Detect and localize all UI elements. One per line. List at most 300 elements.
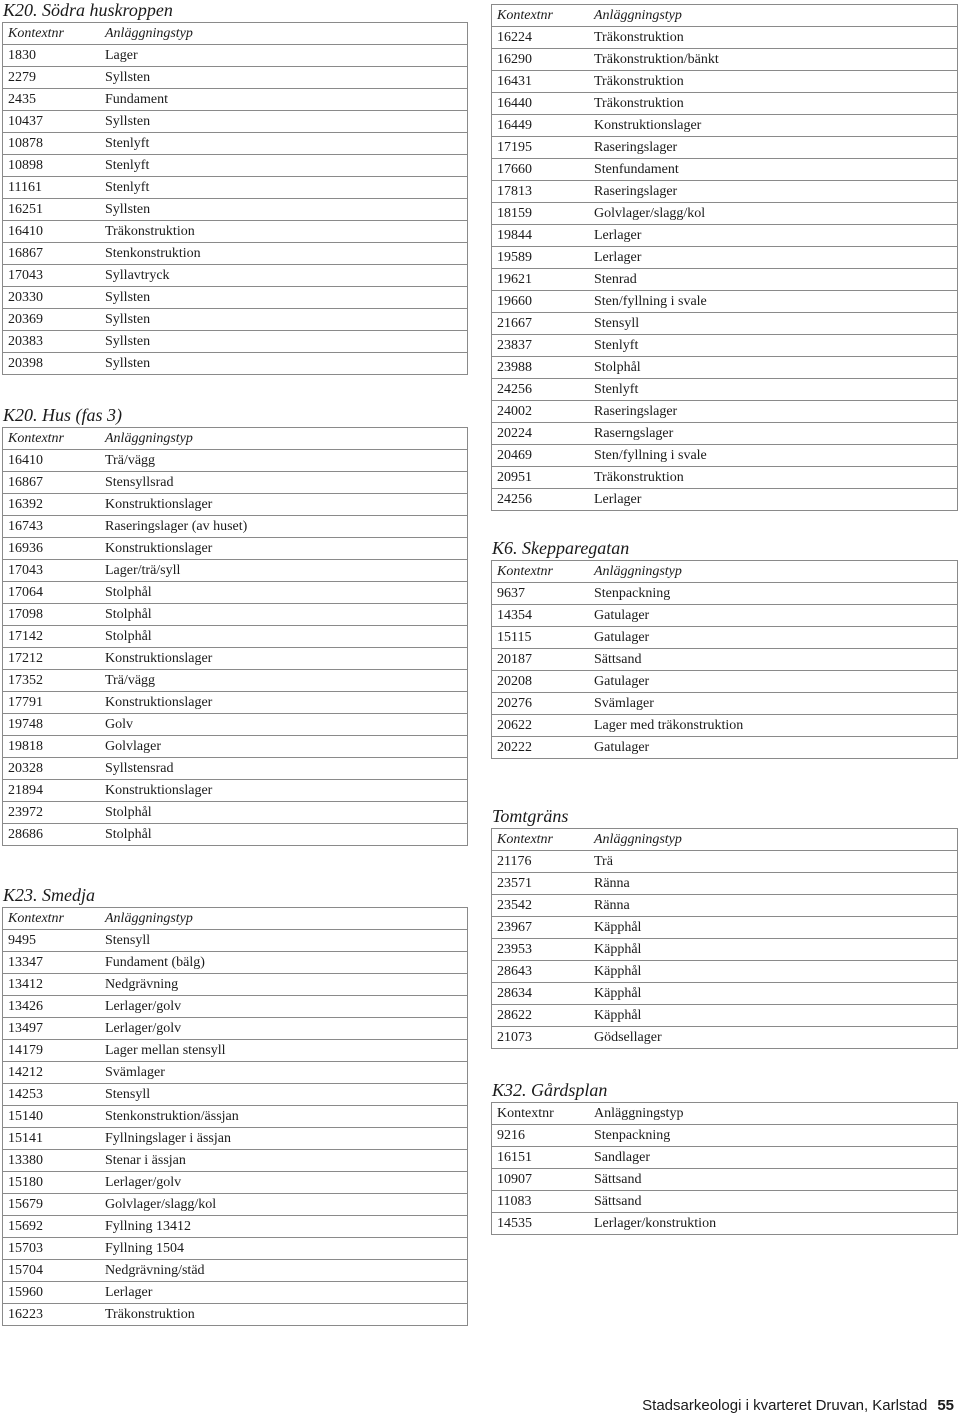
cell-anlaggningstyp: Träkonstruktion/bänkt [589,49,958,71]
cell-anlaggningstyp: Stensyll [589,313,958,335]
cell-anlaggningstyp: Fyllning 1504 [100,1238,468,1260]
header-anlaggningstyp: Anläggningstyp [100,428,468,450]
section-title: Tomtgräns [492,806,569,826]
table-row [3,604,468,626]
header-kontextnr: Kontextnr [492,1103,590,1125]
cell-anlaggningstyp: Lerlager [589,225,958,247]
cell-anlaggningstyp: Konstruktionslager [100,780,468,802]
header-kontextnr: Kontextnr [492,561,590,583]
table-row [492,1147,958,1169]
context-table [491,560,958,759]
cell-anlaggningstyp: Lerlager/konstruktion [589,1213,958,1235]
header-kontextnr: Kontextnr [3,908,101,930]
cell-kontextnr: 17212 [3,648,101,670]
cell-anlaggningstyp: Sättsand [589,1169,958,1191]
cell-anlaggningstyp: Käpphål [589,983,958,1005]
table-row [3,780,468,802]
cell-anlaggningstyp: Syllsten [100,309,468,331]
table-row [492,627,958,649]
table-row [492,851,958,873]
cell-anlaggningstyp: Raseringslager [589,181,958,203]
header-kontextnr: Kontextnr [492,829,590,851]
cell-anlaggningstyp: Lerlager/golv [100,1172,468,1194]
cell-anlaggningstyp: Käpphål [589,939,958,961]
cell-kontextnr: 20187 [492,649,590,671]
table-row [3,582,468,604]
cell-anlaggningstyp: Ränna [589,895,958,917]
context-table [2,22,468,375]
cell-anlaggningstyp: Stolphål [100,604,468,626]
cell-kontextnr: 14253 [3,1084,101,1106]
table-row [3,1128,468,1150]
table-row [3,243,468,265]
cell-kontextnr: 20330 [3,287,101,309]
table-row [3,648,468,670]
cell-anlaggningstyp: Stenlyft [589,335,958,357]
table-row [3,626,468,648]
cell-kontextnr: 17043 [3,265,101,287]
cell-kontextnr: 16290 [492,49,590,71]
cell-kontextnr: 23972 [3,802,101,824]
section-k6-skepparegatan-1 [491,538,958,759]
table-row [3,802,468,824]
cell-anlaggningstyp: Stensyll [100,1084,468,1106]
table-row [492,27,958,49]
cell-kontextnr: 11161 [3,177,101,199]
table-row [3,996,468,1018]
table-row [3,1216,468,1238]
cell-anlaggningstyp: Stolphål [100,626,468,648]
cell-kontextnr: 17098 [3,604,101,626]
cell-anlaggningstyp: Lerlager/golv [100,1018,468,1040]
cell-kontextnr: 2279 [3,67,101,89]
context-table [2,907,468,1326]
table-row [492,49,958,71]
cell-kontextnr: 17142 [3,626,101,648]
cell-kontextnr: 20398 [3,353,101,375]
cell-kontextnr: 13380 [3,1150,101,1172]
table-row [3,736,468,758]
cell-anlaggningstyp: Stenkonstruktion/ässjan [100,1106,468,1128]
section-title: K23. Smedja [3,885,95,905]
cell-anlaggningstyp: Konstruktionslager [100,692,468,714]
cell-kontextnr: 19844 [492,225,590,247]
cell-kontextnr: 23953 [492,939,590,961]
cell-anlaggningstyp: Träkonstruktion [589,93,958,115]
table-row [3,309,468,331]
cell-kontextnr: 13347 [3,952,101,974]
cell-anlaggningstyp: Gödsellager [589,1027,958,1049]
cell-kontextnr: 28643 [492,961,590,983]
header-kontextnr: Kontextnr [492,5,590,27]
table-row [3,692,468,714]
cell-anlaggningstyp: Lerlager [589,247,958,269]
cell-anlaggningstyp: Syllavtryck [100,265,468,287]
table-row [3,472,468,494]
cell-anlaggningstyp: Syllsten [100,67,468,89]
header-anlaggningstyp: Anläggningstyp [589,829,958,851]
cell-anlaggningstyp: Gatulager [589,737,958,759]
context-table [491,1102,958,1235]
cell-kontextnr: 15679 [3,1194,101,1216]
cell-anlaggningstyp: Svämlager [100,1062,468,1084]
cell-kontextnr: 23571 [492,873,590,895]
section-section-0 [491,4,958,511]
section-k20-hus-fas-3-1 [2,405,468,846]
page-number: 55 [937,1397,954,1414]
cell-kontextnr: 11083 [492,1191,590,1213]
table-row [3,670,468,692]
cell-kontextnr: 20222 [492,737,590,759]
cell-kontextnr: 18159 [492,203,590,225]
cell-kontextnr: 16431 [492,71,590,93]
cell-kontextnr: 17064 [3,582,101,604]
cell-kontextnr: 19748 [3,714,101,736]
section-k23-smedja-2 [2,885,468,1326]
cell-anlaggningstyp: Golv [100,714,468,736]
table-row [492,269,958,291]
cell-kontextnr: 10907 [492,1169,590,1191]
cell-kontextnr: 28686 [3,824,101,846]
table-row [492,115,958,137]
cell-kontextnr: 15960 [3,1282,101,1304]
cell-anlaggningstyp: Stenpackning [589,583,958,605]
cell-anlaggningstyp: Fundament (bälg) [100,952,468,974]
cell-anlaggningstyp: Fundament [100,89,468,111]
table-row [492,401,958,423]
cell-anlaggningstyp: Lager [100,45,468,67]
cell-kontextnr: 20369 [3,309,101,331]
context-table [2,427,468,846]
table-row [3,67,468,89]
section-k32-g-rdsplan-3 [491,1080,958,1235]
header-anlaggningstyp: Anläggningstyp [100,23,468,45]
table-row [3,450,468,472]
cell-kontextnr: 16392 [3,494,101,516]
table-row [3,353,468,375]
table-row [3,1018,468,1040]
cell-kontextnr: 10437 [3,111,101,133]
table-row [492,93,958,115]
cell-kontextnr: 14535 [492,1213,590,1235]
cell-kontextnr: 16449 [492,115,590,137]
table-row [3,714,468,736]
table-row [492,423,958,445]
table-row [3,1150,468,1172]
cell-anlaggningstyp: Käpphål [589,1005,958,1027]
header-anlaggningstyp: Anläggningstyp [589,5,958,27]
cell-kontextnr: 24256 [492,379,590,401]
table-row [3,287,468,309]
cell-kontextnr: 20276 [492,693,590,715]
table-row [3,45,468,67]
cell-kontextnr: 10878 [3,133,101,155]
cell-kontextnr: 19660 [492,291,590,313]
cell-anlaggningstyp: Stolphål [100,824,468,846]
cell-anlaggningstyp: Syllsten [100,287,468,309]
table-row [3,538,468,560]
cell-kontextnr: 15692 [3,1216,101,1238]
header-kontextnr: Kontextnr [3,23,101,45]
cell-kontextnr: 13426 [3,996,101,1018]
table-row [492,895,958,917]
cell-anlaggningstyp: Gatulager [589,627,958,649]
table-row [492,335,958,357]
cell-anlaggningstyp: Svämlager [589,693,958,715]
table-row [3,111,468,133]
table-row [3,89,468,111]
table-row [492,939,958,961]
cell-anlaggningstyp: Fyllningslager i ässjan [100,1128,468,1150]
cell-anlaggningstyp: Syllsten [100,199,468,221]
cell-anlaggningstyp: Nedgrävning [100,974,468,996]
cell-kontextnr: 2435 [3,89,101,111]
table-row [3,1238,468,1260]
cell-kontextnr: 19589 [492,247,590,269]
table-row [492,71,958,93]
table-row [3,1304,468,1326]
cell-anlaggningstyp: Stenpackning [589,1125,958,1147]
cell-anlaggningstyp: Lerlager [589,489,958,511]
table-header-row [492,829,958,851]
table-row [492,715,958,737]
cell-kontextnr: 28622 [492,1005,590,1027]
cell-anlaggningstyp: Stenfundament [589,159,958,181]
cell-kontextnr: 14354 [492,605,590,627]
cell-anlaggningstyp: Sättsand [589,649,958,671]
header-anlaggningstyp: Anläggningstyp [100,908,468,930]
table-row [492,181,958,203]
section-title: K20. Hus (fas 3) [3,405,123,425]
table-row [492,961,958,983]
cell-kontextnr: 17791 [3,692,101,714]
table-row [492,583,958,605]
cell-kontextnr: 21667 [492,313,590,335]
table-row [492,605,958,627]
cell-anlaggningstyp: Konstruktionslager [589,115,958,137]
cell-kontextnr: 16867 [3,472,101,494]
cell-anlaggningstyp: Lager mellan stensyll [100,1040,468,1062]
cell-kontextnr: 20951 [492,467,590,489]
table-row [492,693,958,715]
cell-kontextnr: 20328 [3,758,101,780]
cell-anlaggningstyp: Stenkonstruktion [100,243,468,265]
table-header-row [3,23,468,45]
table-row [3,516,468,538]
table-row [492,357,958,379]
table-header-row [3,428,468,450]
table-row [492,671,958,693]
cell-anlaggningstyp: Sten/fyllning i svale [589,291,958,313]
cell-kontextnr: 14179 [3,1040,101,1062]
cell-kontextnr: 13497 [3,1018,101,1040]
cell-kontextnr: 20383 [3,331,101,353]
cell-kontextnr: 1830 [3,45,101,67]
table-row [492,649,958,671]
cell-anlaggningstyp: Käpphål [589,917,958,939]
cell-kontextnr: 28634 [492,983,590,1005]
cell-kontextnr: 17352 [3,670,101,692]
cell-anlaggningstyp: Syllsten [100,111,468,133]
table-row [492,1213,958,1235]
cell-kontextnr: 16936 [3,538,101,560]
table-row [3,1194,468,1216]
cell-anlaggningstyp: Stenlyft [100,133,468,155]
table-row [492,203,958,225]
cell-kontextnr: 16251 [3,199,101,221]
table-row [492,1191,958,1213]
table-row [492,1125,958,1147]
table-row [492,489,958,511]
table-row [3,1172,468,1194]
cell-kontextnr: 21073 [492,1027,590,1049]
cell-kontextnr: 17195 [492,137,590,159]
table-row [492,1005,958,1027]
cell-anlaggningstyp: Gatulager [589,605,958,627]
cell-anlaggningstyp: Trä [589,851,958,873]
table-row [3,221,468,243]
table-row [3,155,468,177]
cell-anlaggningstyp: Käpphål [589,961,958,983]
cell-kontextnr: 13412 [3,974,101,996]
cell-anlaggningstyp: Trä/vägg [100,670,468,692]
cell-kontextnr: 17660 [492,159,590,181]
cell-anlaggningstyp: Konstruktionslager [100,538,468,560]
table-row [3,758,468,780]
cell-kontextnr: 21894 [3,780,101,802]
cell-kontextnr: 15115 [492,627,590,649]
cell-kontextnr: 15140 [3,1106,101,1128]
cell-anlaggningstyp: Stenrad [589,269,958,291]
table-row [492,379,958,401]
table-row [492,983,958,1005]
table-row [3,952,468,974]
cell-anlaggningstyp: Sandlager [589,1147,958,1169]
section-k20-s-dra-huskroppen-0 [2,0,468,375]
page-footer [642,1397,954,1415]
table-row [3,133,468,155]
cell-kontextnr: 9637 [492,583,590,605]
cell-anlaggningstyp: Sättsand [589,1191,958,1213]
cell-anlaggningstyp: Sten/fyllning i svale [589,445,958,467]
cell-anlaggningstyp: Lager med träkonstruktion [589,715,958,737]
table-row [492,445,958,467]
table-row [3,1062,468,1084]
footer-text: Stadsarkeologi i kvarteret Druvan, Karlstad [642,1397,928,1414]
cell-anlaggningstyp: Träkonstruktion [589,71,958,93]
cell-kontextnr: 20469 [492,445,590,467]
table-header-row [3,908,468,930]
cell-anlaggningstyp: Syllsten [100,353,468,375]
section-tomtgr-ns-2 [491,806,958,1049]
cell-anlaggningstyp: Raseringslager [589,401,958,423]
cell-kontextnr: 14212 [3,1062,101,1084]
table-row [3,1260,468,1282]
cell-kontextnr: 20208 [492,671,590,693]
cell-anlaggningstyp: Raserngslager [589,423,958,445]
table-row [3,824,468,846]
cell-anlaggningstyp: Lerlager/golv [100,996,468,1018]
cell-anlaggningstyp: Träkonstruktion [100,221,468,243]
table-row [492,737,958,759]
section-title: K32. Gårdsplan [492,1080,608,1100]
table-row [3,494,468,516]
section-title: K6. Skepparegatan [492,538,630,558]
cell-anlaggningstyp: Nedgrävning/städ [100,1260,468,1282]
table-row [492,1027,958,1049]
cell-anlaggningstyp: Stensyllsrad [100,472,468,494]
cell-kontextnr: 9216 [492,1125,590,1147]
cell-kontextnr: 24002 [492,401,590,423]
cell-anlaggningstyp: Träkonstruktion [589,27,958,49]
cell-anlaggningstyp: Golvlager/slagg/kol [100,1194,468,1216]
cell-anlaggningstyp: Stenlyft [100,177,468,199]
cell-anlaggningstyp: Stensyll [100,930,468,952]
cell-kontextnr: 17813 [492,181,590,203]
cell-kontextnr: 16223 [3,1304,101,1326]
table-row [3,974,468,996]
table-header-row [492,561,958,583]
table-row [3,177,468,199]
cell-kontextnr: 9495 [3,930,101,952]
table-row [492,159,958,181]
cell-anlaggningstyp: Stenlyft [589,379,958,401]
cell-anlaggningstyp: Stolphål [589,357,958,379]
table-row [492,137,958,159]
cell-anlaggningstyp: Fyllning 13412 [100,1216,468,1238]
table-row [3,331,468,353]
cell-kontextnr: 19818 [3,736,101,758]
cell-anlaggningstyp: Konstruktionslager [100,494,468,516]
cell-kontextnr: 21176 [492,851,590,873]
cell-anlaggningstyp: Stolphål [100,582,468,604]
cell-anlaggningstyp: Syllsten [100,331,468,353]
cell-anlaggningstyp: Trä/vägg [100,450,468,472]
cell-kontextnr: 15141 [3,1128,101,1150]
table-header-row [492,1103,958,1125]
cell-anlaggningstyp: Stenar i ässjan [100,1150,468,1172]
cell-kontextnr: 15180 [3,1172,101,1194]
cell-anlaggningstyp: Gatulager [589,671,958,693]
cell-anlaggningstyp: Stolphål [100,802,468,824]
cell-anlaggningstyp: Raseringslager (av huset) [100,516,468,538]
table-header-row [492,5,958,27]
cell-kontextnr: 24256 [492,489,590,511]
cell-anlaggningstyp: Golvlager [100,736,468,758]
cell-kontextnr: 15704 [3,1260,101,1282]
cell-kontextnr: 16224 [492,27,590,49]
cell-anlaggningstyp: Lerlager [100,1282,468,1304]
table-row [3,930,468,952]
header-anlaggningstyp: Anläggningstyp [589,1103,958,1125]
table-row [3,1282,468,1304]
cell-anlaggningstyp: Golvlager/slagg/kol [589,203,958,225]
cell-kontextnr: 23967 [492,917,590,939]
table-row [492,873,958,895]
cell-kontextnr: 23542 [492,895,590,917]
table-row [492,247,958,269]
cell-kontextnr: 16410 [3,221,101,243]
table-row [3,1040,468,1062]
cell-anlaggningstyp: Träkonstruktion [589,467,958,489]
context-table [491,4,958,511]
cell-kontextnr: 20622 [492,715,590,737]
table-row [3,1084,468,1106]
table-row [3,265,468,287]
table-row [3,1106,468,1128]
cell-anlaggningstyp: Syllstensrad [100,758,468,780]
cell-anlaggningstyp: Raseringslager [589,137,958,159]
